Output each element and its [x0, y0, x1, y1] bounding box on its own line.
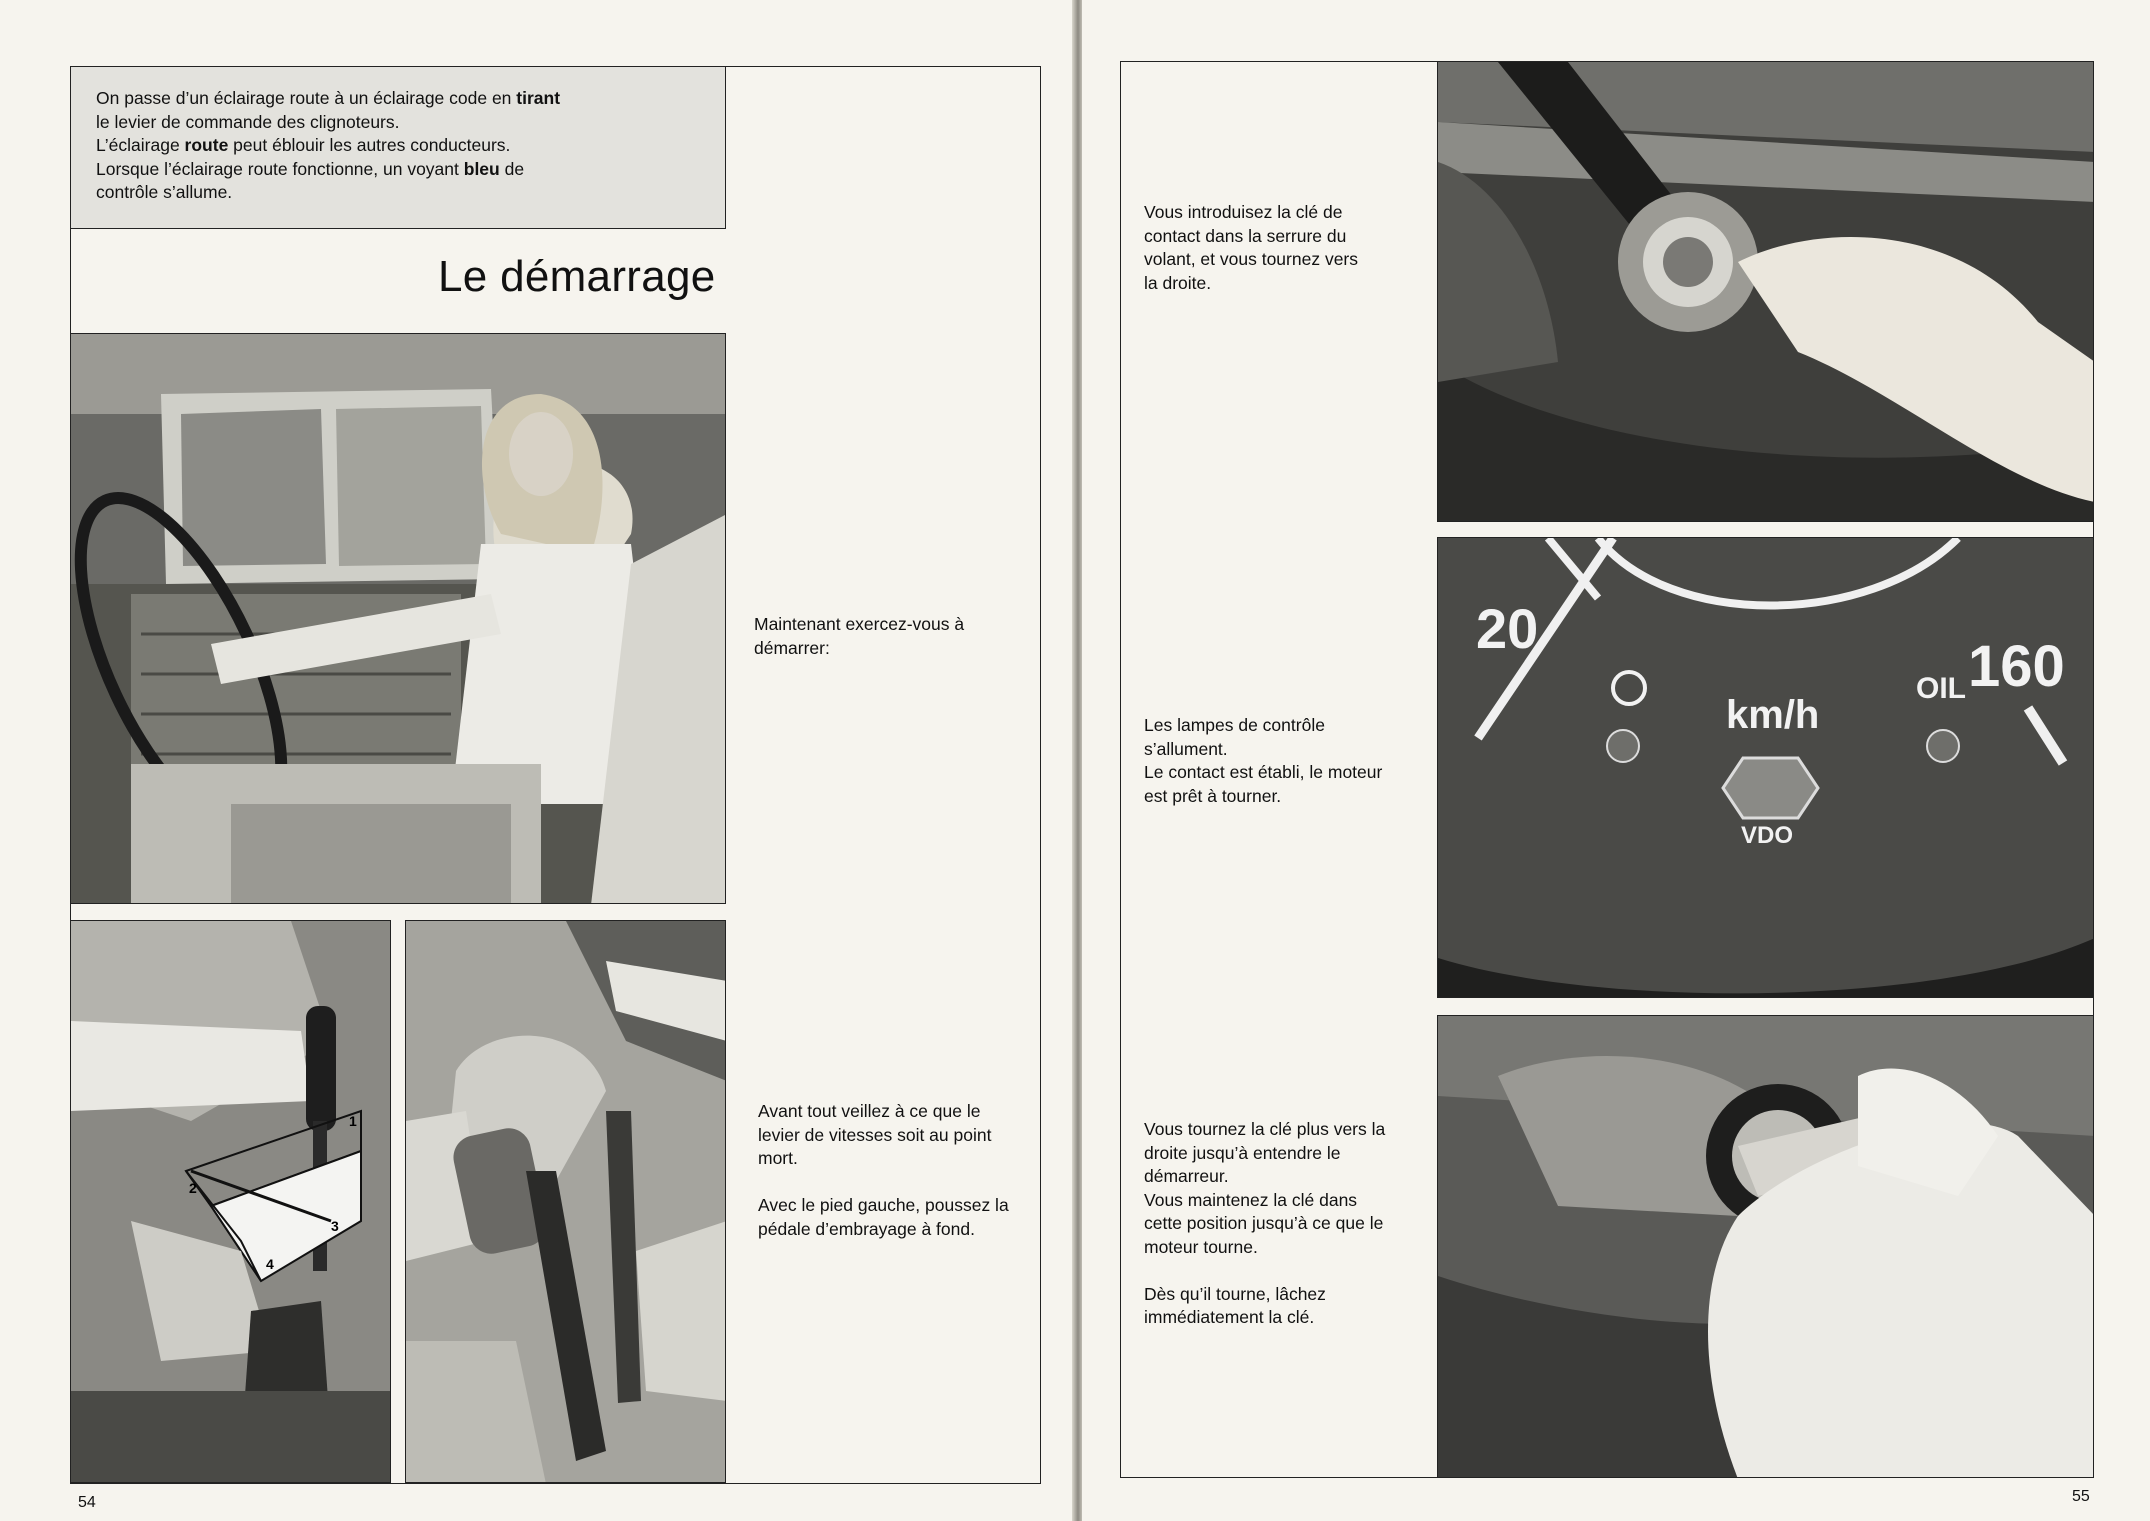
- turn-signal-arrow-icon: [1723, 758, 1818, 818]
- page-number-right: 55: [2072, 1488, 2090, 1505]
- speed-unit-label: km/h: [1726, 693, 1820, 737]
- caption-neutral-clutch: Avant tout veillez à ce que le levier de vitesses soit au point mort. Avec le pied gauche, poussez la pédale d’embrayage à fond.: [758, 1101, 1009, 1239]
- caption-turn-key: Vous tournez la clé plus vers la droite jusqu’à entendre le démarreur. Vous maintenez la clé dans cette position jusqu’à ce que le moteur tourne. Dès qu’il tourne, lâchez immédiatement la clé.: [1144, 1119, 1386, 1327]
- generator-warning-lamp-icon: [1607, 730, 1639, 762]
- info-text-emphasis: route: [184, 135, 229, 155]
- right-page: [1082, 0, 2150, 1521]
- page-title: Le démarrage: [438, 252, 716, 301]
- oil-warning-lamp-icon: [1927, 730, 1959, 762]
- info-text-segment: le levier de commande des clignoteurs. L’éclairage: [96, 111, 400, 155]
- info-text-segment: peut éblouir les autres conducteurs. Lorsque l’éclairage route fonctionne, un voyant: [96, 135, 511, 179]
- gear-label-1: 1: [349, 1113, 357, 1129]
- caption-insert-key: Vous introduisez la clé de contact dans la serrure du volant, et vous tournez vers la droite.: [1144, 202, 1358, 293]
- speedometer-brand: VDO: [1741, 822, 1794, 849]
- gear-label-4: 4: [266, 1256, 274, 1272]
- key-insert-photo: [1437, 61, 2094, 522]
- gear-label-2: 2: [189, 1180, 197, 1196]
- info-text-emphasis: tirant: [516, 88, 561, 108]
- headlight-info-text: [96, 87, 716, 205]
- speed-label-160: 160: [1968, 634, 2065, 699]
- info-text-emphasis: bleu: [463, 158, 500, 179]
- gear-shift-photo: [70, 920, 391, 1483]
- info-text-segment: de contrôle s’allume.: [96, 158, 525, 202]
- speedometer-photo: [1437, 537, 2094, 998]
- info-text-segment: On passe d’un éclairage route à un éclairage code en: [96, 88, 517, 108]
- caption-control-lamps: Les lampes de contrôle s’allument. Le contact est établi, le moteur est prêt à tourner.: [1144, 715, 1383, 806]
- driver-seated-photo: [70, 333, 726, 904]
- gear-label-3: 3: [331, 1218, 339, 1234]
- page-number-left: 54: [78, 1494, 96, 1511]
- headlight-info-box: [70, 66, 726, 229]
- clutch-pedal-photo: [405, 920, 726, 1483]
- speed-label-20: 20: [1476, 597, 1539, 660]
- caption-exercise: Maintenant exercez-vous à démarrer:: [754, 614, 965, 658]
- key-turn-photo: [1437, 1015, 2094, 1478]
- oil-label: OIL: [1916, 672, 1966, 705]
